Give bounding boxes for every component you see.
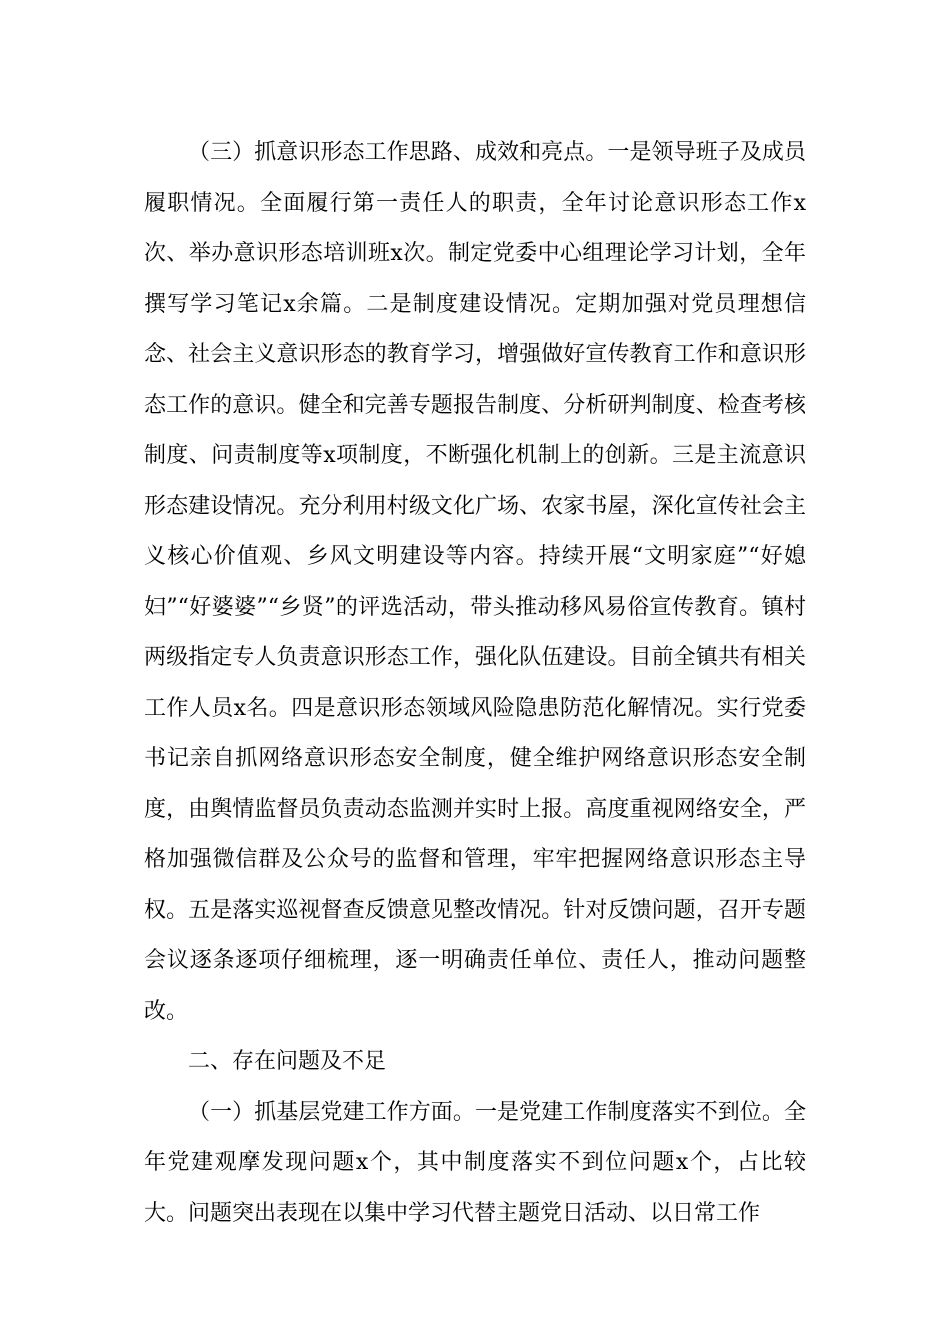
paragraph-party-building: （一）抓基层党建工作方面。一是党建工作制度落实不到位。全年党建观摩发现问题x个，其中制度落实不到位问题x个，占比较大。问题突出表现在以集中学习代替主题党日活动、以日常工作 [144, 1099, 806, 1226]
section-heading-problems: 二、存在问题及不足 [188, 1049, 387, 1074]
paragraph-ideology-work: （三）抓意识形态工作思路、成效和亮点。一是领导班子及成员履职情况。全面履行第一责任人的职责，全年讨论意识形态工作x次、举办意识形态培训班x次。制定党委中心组理论学习计划，全年撰写学习笔记x余篇。二是制度建设情况。定期加强对党员理想信念、社会主义意识形态的教育学习，增强做好宣传教育工作和意识形态工作的意识。健全和完善专题报告制度、分析研判制度、检查考核制度、问责制度等x项制度，不断强化机制上的创新。三是主流意识形态建设情况。充分利用村级文化广场、农家书屋，深化宣传社会主义核心价值观、乡风文明建设等内容。持续开展“文明家庭”“好媳妇”“好婆婆”“乡贤”的评选活动，带头推动移风易俗宣传教育。镇村两级指定专人负责意识形态工作，强化队伍建设。目前全镇共有相关工作人员x名。四是意识形态领域风险隐患防范化解情况。实行党委书记亲自抓网络意识形态安全制度，健全维护网络意识形态安全制度，由舆情监督员负责动态监测并实时上报。高度重视网络安全，严格加强微信群及公众号的监督和管理，牢牢把握网络意识形态主导权。五是落实巡视督查反馈意见整改情况。针对反馈问题，召开专题会议逐条逐项仔细梳理，逐一明确责任单位、责任人，推动问题整改。 [144, 140, 806, 1024]
document-body [144, 128, 806, 1239]
